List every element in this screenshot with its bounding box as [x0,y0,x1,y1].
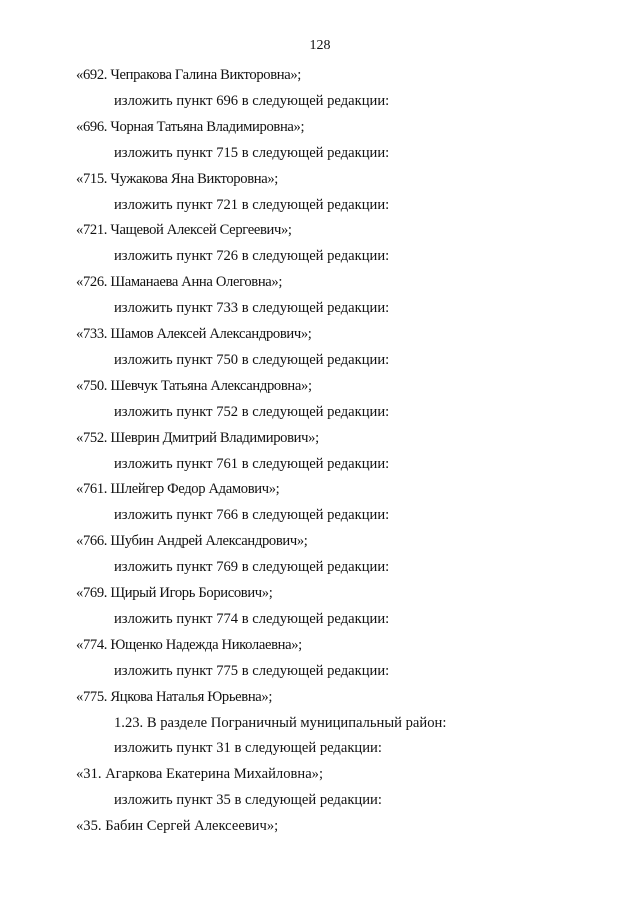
instruction-line: изложить пункт 696 в следующей редакции: [114,92,390,109]
list-entry-line: «715. Чужакова Яна Викторовна»; [76,170,278,187]
instruction-line: изложить пункт 752 в следующей редакции: [114,403,390,420]
list-entry-line: «721. Чащевой Алексей Сергеевич»; [76,222,292,239]
instruction-line: изложить пункт 726 в следующей редакции: [114,248,390,265]
list-entry-line: «726. Шаманаева Анна Олеговна»; [76,274,283,291]
list-entry-line: «766. Шубин Андрей Александрович»; [76,533,308,550]
list-entry-line: «775. Яцкова Наталья Юрьевна»; [76,688,273,705]
section-heading-line: 1.23. В разделе Пограничный муниципальный район: [114,714,447,731]
list-entry-line: «35. Бабин Сергей Алексеевич»; [76,818,279,835]
list-entry-line: «750. Шевчук Татьяна Александровна»; [76,377,312,394]
instruction-line: изложить пункт 766 в следующей редакции: [114,507,390,524]
list-entry-line: «733. Шамов Алексей Александрович»; [76,326,312,342]
instruction-line: изложить пункт 774 в следующей редакции: [114,610,390,627]
list-entry-line: «769. Щирый Игорь Борисович»; [76,585,273,601]
instruction-line: изложить пункт 733 в следующей редакции: [114,300,390,317]
list-entry-line: «692. Чепракова Галина Викторовна»; [76,67,302,83]
list-entry-line: «774. Ющенко Надежда Николаевна»; [76,636,302,653]
instruction-line: изложить пункт 721 в следующей редакции: [114,196,390,213]
instruction-line: изложить пункт 750 в следующей редакции: [114,351,390,368]
page-number: 128 [309,38,331,53]
instruction-line: изложить пункт 31 в следующей редакции: [114,740,382,757]
instruction-line: изложить пункт 35 в следующей редакции: [114,792,382,809]
list-entry-line: «696. Чорная Татьяна Владимировна»; [76,118,305,135]
instruction-line: изложить пункт 715 в следующей редакции: [114,144,390,161]
list-entry-line: «31. Агаркова Екатерина Михайловна»; [76,766,324,783]
list-entry-line: «752. Шеврин Дмитрий Владимирович»; [76,429,319,446]
instruction-line: изложить пункт 761 в следующей редакции: [114,455,390,472]
list-entry-line: «761. Шлейгер Федор Адамович»; [76,481,280,498]
instruction-line: изложить пункт 775 в следующей редакции: [114,662,390,679]
instruction-line: изложить пункт 769 в следующей редакции: [114,559,390,576]
